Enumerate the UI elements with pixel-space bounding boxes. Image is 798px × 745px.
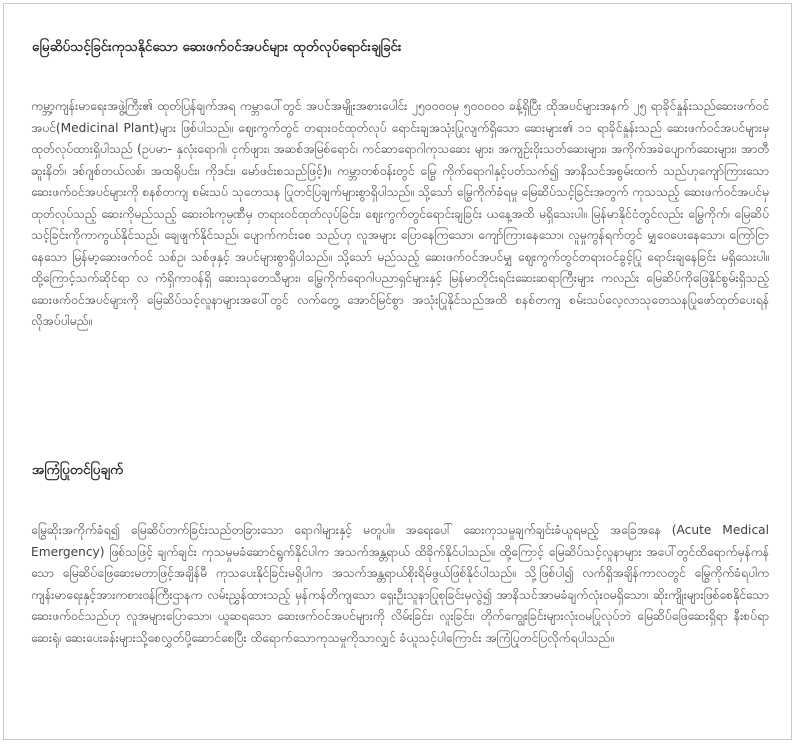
section-paragraph: ကမ္ဘာ့ကျန်းမာရေးအဖွဲ့ကြီး၏ ထုတ်ပြန်ချက်အရ ကမ္ဘာပေါ်တွင် အပင်အမျိုးအစားပေါင်း ၂၅၀၀၀၀မှ ၅၀၀၀၀၀ ခန့်ရှိပြီး ထိုအပင်များအနက် ၂၅ ရာခိုင်နှုန်းသည်ဆေးဖက်ဝင်အပင်(Medicinal Plant)များ ဖြစ်ပါသည်။ ဈေးကွက်တွင် တရားဝင်ထုတ်လုပ် ရောင်းချအသုံးပြုလျက်ရှိသော ဆေးများ၏ ၁၁ ရာခိုင်နှုန်းသည် ဆေးဖက်ဝင်အပင်များမှ ထုတ်လုပ်ထားရှိပါသည် (ဥပမာ- နှလုံးရောဂါ၊ ငှက်ဖျား၊ အဆစ်အမြစ်ရောင်၊ ကင်ဆာရောဂါကုသဆေး များ၊ အကျဉ်းဝိုးသတ်ဆေးများ၊ အကိုက်အခဲပျောက်ဆေးများ၊ အာတီဆူးနိတ်၊ ဒစ်ဂျစ်တယ်လစ်၊ အထရိုပင်း၊ ကိုဒင်း၊ မော်ဖင်းစသည်ဖြင့်)။ ကမ္ဘာတစ်ဝန်းတွင် မြွေ ကိုက်ရောဂါနှင့်ပတ်သက်၍ အာနိသင်အစွမ်းထက် သည်ဟုကျော်ကြားသော ဆေးဖက်ဝင်အပင်များကို စနစ်တကျ စမ်းသပ် သုတေသန ပြုတင်ပြချက်များစွာရှိပါသည်။ သို့သော် မြွေကိုက်ခံရမှု မြေဆိပ်သင့်ခြင်းအတွက် ကုသသည့် ဆေးဖက်ဝင်အပင်မှ ထုတ်လုပ်သည့် ဆေးကိုမည်သည့် ဆေးဝါးကုမ္ပဏီမှ တရားဝင်ထုတ်လုပ်ခြင်း၊ ဈေးကွက်တွင်ရောင်းချခြင်း ယနေ့အထိ မရှိသေးပါ။ မြန်မာနိုင်ငံတွင်လည်း မြွေကိုက်၊ မြေဆိပ်သင့်ခြင်းကိုကာကွယ်နိုင်သည်၊ ချေဖျက်နိုင်သည်၊ ပျောက်ကင်းစေ သည်ဟု လူအများ ပြောနေကြသော၊ ကျော်ကြားနေသော၊ လူမှုကွန်ရက်တွင် မျှဝေပေးနေသော၊ ကြော်ငြာနေသော မြန်မာ့ဆေးဖက်ဝင် သစ်ဥ၊ သစ်ဖုနှင့် အပင်များစွာရှိပါသည်။ သို့သော် မည်သည့် ဆေးဖက်ဝင်အပင်မျှ ဈေးကွက်တွင်တရားဝင်ခွင့်ပြု ရောင်းချနေခြင်း မရှိသေးပါ။ ထို့ကြောင့်သက်ဆိုင်ရာ လ ကံရှိကာဝန်ရှိ ဆေးသုတေသီများ၊ မြွေကိုက်ရောဂါပညာရှင်များနှင့် မြန်မာတိုင်းရင်းဆေးဆရာကြီးများ ကလည်း မြေဆိပ်ကိုဖြေနိုင်စွမ်းရှိသည့် ဆေးဖက်ဝင်အပင်များကို မြေဆိပ်သင့်လူနာများအပေါ်တွင် လက်တွေ့ အောင်မြင်စွာ အသုံးပြုနိုင်သည်အထိ စနစ်တကျ စမ်းသပ်လေ့လာသုတေသနပြုဖော်ထုတ်ပေးရန် လိုအပ်ပါမည်။: [31, 99, 769, 328]
section-heading: မြေဆိပ်သင့်ခြင်းကုသနိုင်သော ဆေးဖက်ဝင်အပင်များ ထုတ်လုပ်ရောင်းချခြင်း: [32, 39, 402, 55]
section-heading: အကြံပြုတင်ပြချက်: [32, 462, 124, 478]
document-frame: [3, 3, 792, 740]
section-paragraph: မြွေဆိုးအကိုက်ခံရ၍ မြေဆိပ်တက်ခြင်းသည်တခြားသော ရောဂါများနှင့် မတူပါ။ အရေးပေါ် ဆေးကုသမှုချက်ချင်းခံယူရမည့် အခြေအနေ (Acute Medical Emergency) ဖြစ်သဖြင့် ချက်ချင်း ကုသမှုမခံဆောင်ရွက်နိုင်ပါက အသက်အန္တရာယ် ထိခိုက်နိုင်ပါသည်။ ထို့ကြောင့် မြေဆိပ်သင့်လူနာများ အပေါ်တွင်ထိရောက်မှန်ကန်သော မြေဆိပ်ဖြေဆေးမတာဖြင့်အချိန်မီ ကုသပေးနိုင်ခြင်းမရှိပါက အသက်အန္တရာယ်စိုးရိမ်ဖွယ်ဖြစ်နိုင်ပါသည်။ သို့ဖြစ်ပါ၍ လက်ရှိအချိန်ကာလတွင် မြွေကိုက်ခံရပါက ကျန်းမာရေးနှင့်အားကစားဝန်ကြီးဌာနက လမ်းညွှန်ထားသည့် မှန်ကန်တိကျသော ရှေးဦးသူနာပြုစုခြင်းမှလွဲ၍ အာနိသင်အာမခံချက်လုံးဝမရှိသော၊ ဆိုးကျိုးများဖြစ်စေနိုင်သော ဆေးဖက်ဝင်သည်ဟု လူအများပြောသော၊ ယူဆရသော ဆေးဖက်ဝင်အပင်များကို လိမ်းခြင်း၊ လူးခြင်း၊ တိုက်ကျွေးခြင်းများလုံးဝမပြုလုပ်ဘဲ မြေဆိပ်ဖြေဆေးရှိရာ နီးစပ်ရာဆေးရုံ၊ ဆေးပေးခန်းများသို့စေလွှတ်ပို့ဆောင်စေပြီး ထိရောက်သောကုသမှုကိုသာလျှင် ခံယူသင့်ပါကြောင်း အကြံပြုတင်ပြလိုက်ရပါသည်။: [31, 523, 769, 645]
